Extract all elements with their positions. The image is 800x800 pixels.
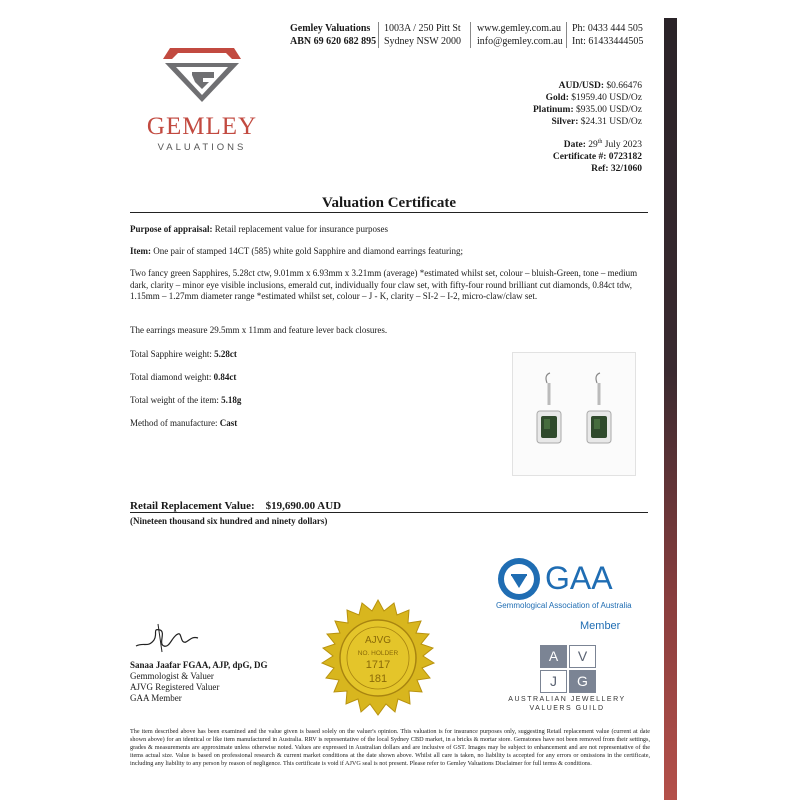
company-name: Gemley Valuations [290,23,371,34]
svg-text:AJVG: AJVG [364,635,392,646]
gem-logo-icon [162,42,242,104]
value-in-words: (Nineteen thousand six hundred and ninety dollars) [130,516,328,526]
title-divider [130,212,648,213]
spec-sapphire-weight: Total Sapphire weight: 5.28ct [130,349,237,359]
company-abn: ABN 69 620 682 895 [290,36,377,47]
web-block [477,22,563,48]
ajvg-letter-g: G [569,670,596,693]
earrings-image-icon [513,353,635,475]
certificate-date: Date: 29th July 2023 [563,139,642,151]
ajvg-letter-v: V [569,645,596,668]
svg-text:1717: 1717 [365,659,391,671]
phone-block [572,22,643,48]
spec-manufacture-method: Method of manufacture: Cast [130,418,238,428]
gaa-globe-icon [496,556,542,602]
intl-phone-number: Int: 61433444505 [572,36,644,47]
signer-registration: AJVG Registered Valuer [130,682,220,692]
signer-name: Sanaa Jaafar FGAA, AJP, dpG, DG [130,660,268,670]
email-link[interactable]: info@gemley.com.au [477,36,563,47]
gemley-logo [138,42,266,104]
spec-diamond-weight: Total diamond weight: 0.84ct [130,372,237,382]
item-description: Two fancy green Sapphires, 5.28ct ctw, 9.01mm x 6.93mm x 3.21mm (average) *estimated whilst set, colour – bluish-Green, tone – medium dark, clarity – minor eye visible inclusions, emerald cut, individually four claw set, with fifty-four round brilliant cut diamonds, 0.84ct tdw, 1.15mm – 1.27mm diameter range *estimated whilst set, colour – J - K, clarity – SI-2 – I-2, micro-claw/claw set. [130,268,638,301]
signer-block [130,660,268,704]
measurements-line: The earrings measure 29.5mm x 11mm and feature lever back closures. [130,325,388,335]
header-divider [470,22,471,48]
ajvg-letter-a: A [540,645,567,668]
address-block [384,22,461,48]
logo-wordmark: GEMLEY [146,113,258,140]
disclaimer-text: The item described above has been examined and the value given is based solely on the valuer's opinion. This valuation is for insurance purposes only, suggesting Retail replacement value (current at date shown above) for an identical or like item manufactured in Australia. RRV is representative of the local Sydney CBD market, in a bricks & mortar store. Gemstones have not been removed from their settings, grades & measurements are approximate unless otherwise noted. Values are expressed in Australian dollars and are inclusive of GST. Images may be subject to enhancement and are not representative of the items actual size. Value is based on professional research & current market conditions at the date shown above. Whilst all care is taken, no liability is accepted for any errors or omissions in the certificate, including any liability to any person by reason of negligence. This certificate is void if AJVG seal is not present. Please refer to Gemley Valuations Disclaimer for full terms & conditions. [130,728,650,767]
ajvg-name: AUSTRALIAN JEWELLERY VALUERS GUILD [508,696,626,712]
purpose-line: Purpose of appraisal: Retail replacement value for insurance purposes [130,224,388,234]
website-link[interactable]: www.gemley.com.au [477,23,561,34]
handwritten-signature-icon [132,622,202,654]
address-line-1: 1003A / 250 Pitt St [384,23,461,34]
rrv-divider [130,512,648,513]
page-title: Valuation Certificate [321,195,456,211]
header-divider [566,22,567,48]
decorative-side-bar [664,18,677,800]
phone-number: Ph: 0433 444 505 [572,23,643,34]
metal-rates [533,80,642,128]
certificate-ref: Ref: 32/1060 [591,164,642,175]
right-earring-icon [587,373,611,443]
signer-membership: GAA Member [130,693,182,703]
rate-gold: Gold: $1959.40 USD/Oz [545,93,642,103]
rate-aud-usd: AUD/USD: $0.66476 [558,81,642,91]
ajvg-logo [540,645,596,693]
svg-text:181: 181 [368,673,388,685]
logo-subtitle: VALUATIONS [157,142,247,153]
rate-silver: Silver: $24.31 USD/Oz [551,117,642,127]
rate-platinum: Platinum: $935.00 USD/Oz [533,105,642,115]
signer-title: Gemmologist & Valuer [130,671,214,681]
earrings-photo [512,352,636,476]
company-block [290,22,376,48]
retail-replacement-value: Retail Replacement Value: $19,690.00 AUD [130,500,342,512]
signature-mark [132,622,202,654]
member-label: Member [580,620,621,632]
gaa-wordmark: GAA [545,560,613,596]
address-line-2: Sydney NSW 2000 [384,36,462,47]
svg-text:NO. HOLDER: NO. HOLDER [357,650,399,657]
certificate-number: Certificate #: 0723182 [552,152,642,163]
ajvg-letter-j: J [540,670,567,693]
left-earring-icon [537,373,561,443]
spec-item-weight: Total weight of the item: 5.18g [130,395,242,405]
item-line: Item: One pair of stamped 14CT (585) white gold Sapphire and diamond earrings featuring; [130,246,464,256]
gold-seal-icon [318,598,438,718]
header-divider [378,22,379,48]
gaa-full-name: Gemmological Association of Australia [496,601,632,610]
ajvg-seal [318,598,438,718]
certificate-meta [553,136,642,175]
